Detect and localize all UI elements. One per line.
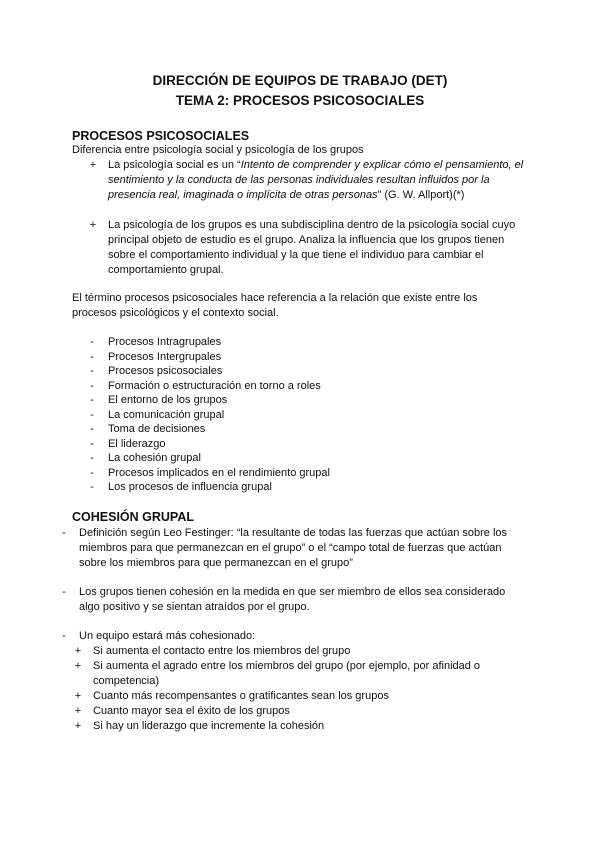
- plus-bullet: +: [74, 690, 82, 702]
- list-item: El liderazgo: [108, 438, 166, 450]
- dash-bullet: -: [62, 586, 66, 598]
- section-heading-procesos: PROCESOS PSICOSOCIALES: [72, 129, 250, 143]
- list-item: Cuanto mayor sea el éxito de los grupos: [93, 705, 290, 717]
- dash-bullet: -: [90, 365, 94, 377]
- plus-bullet: +: [74, 705, 82, 717]
- dash-bullet: -: [62, 527, 66, 539]
- dash-bullet: -: [90, 409, 94, 421]
- list-item: Si hay un liderazgo que incremente la cohesión: [93, 720, 325, 732]
- definition-line: La psicología social es un “Intento de comprender y explicar cómo el pensamiento, el: [108, 159, 524, 171]
- section-heading-cohesion: COHESIÓN GRUPAL: [72, 510, 194, 524]
- paragraph-line: algo positivo y se sientan atraídos por el grupo.: [79, 601, 310, 613]
- definition-line: sentimiento y la conducta de las personas individuales resultan influidos por la: [108, 174, 490, 186]
- dash-bullet: -: [90, 380, 94, 392]
- dash-bullet: -: [90, 467, 94, 479]
- plus-bullet: +: [74, 660, 82, 672]
- paragraph-line: La psicología de los grupos es una subdisciplina dentro de la psicología social cuyo: [108, 219, 516, 231]
- paragraph-line: sobre los miembros para que permanezcan en el grupo”: [79, 557, 353, 569]
- dash-bullet: -: [90, 394, 94, 406]
- dash-bullet: -: [90, 423, 94, 435]
- list-item: Los procesos de influencia grupal: [108, 481, 272, 493]
- plus-bullet: +: [89, 159, 97, 171]
- document-subtitle: TEMA 2: PROCESOS PSICOSOCIALES: [175, 93, 425, 108]
- plus-bullet: +: [89, 219, 97, 231]
- dash-bullet: -: [90, 481, 94, 493]
- list-item: Cuanto más recompensantes o gratificantes sean los grupos: [93, 690, 389, 702]
- plus-bullet: +: [74, 720, 82, 732]
- list-item: El entorno de los grupos: [108, 394, 228, 406]
- dash-bullet: -: [90, 336, 94, 348]
- paragraph-line: Definición según Leo Festinger: “la resultante de todas las fuerzas que actúan sobre los: [79, 527, 508, 539]
- list-item: Procesos implicados en el rendimiento grupal: [108, 467, 330, 479]
- list-item: Procesos psicosociales: [108, 365, 223, 377]
- paragraph-line: comportamiento grupal.: [108, 264, 224, 276]
- list-item: Si aumenta el contacto entre los miembros del grupo: [93, 645, 351, 657]
- paragraph-line: sobre el comportamiento individual y la que tiene el individuo para cambiar el: [108, 249, 484, 261]
- dash-bullet: -: [90, 452, 94, 464]
- paragraph-line: El término procesos psicosociales hace referencia a la relación que existe entre los: [72, 292, 478, 304]
- dash-bullet: -: [90, 438, 94, 450]
- definition-line: presencia real, imaginada o implícita de otras personas” (G. W. Allport)(*): [108, 189, 465, 201]
- list-item: Si aumenta el agrado entre los miembros del grupo (por ejemplo, por afinidad o: [93, 660, 481, 672]
- dash-bullet: -: [62, 630, 66, 642]
- list-item: La cohesión grupal: [108, 452, 201, 464]
- document-title: DIRECCIÓN DE EQUIPOS DE TRABAJO (DET): [152, 73, 448, 88]
- list-item: Toma de decisiones: [108, 423, 206, 435]
- plus-bullet: +: [74, 645, 82, 657]
- section-intro: Diferencia entre psicología social y psicología de los grupos: [72, 144, 364, 156]
- paragraph-line: procesos psicológicos y el contexto social.: [72, 307, 279, 319]
- paragraph-line: Los grupos tienen cohesión en la medida en que ser miembro de ellos sea considerado: [79, 586, 506, 598]
- paragraph-line: miembros para que permanezcan en el grupo” o el “campo total de fuerzas que actúan: [79, 542, 502, 554]
- list-item: competencia): [93, 675, 160, 687]
- list-item: Procesos Intergrupales: [108, 351, 222, 363]
- list-item: Formación o estructuración en torno a roles: [108, 380, 321, 392]
- list-item: Procesos Intragrupales: [108, 336, 222, 348]
- paragraph-line: principal objeto de estudio es el grupo. Analiza la influencia que los grupos tienen: [108, 234, 505, 246]
- dash-bullet: -: [90, 351, 94, 363]
- paragraph-line: Un equipo estará más cohesionado:: [79, 630, 256, 642]
- list-item: La comunicación grupal: [108, 409, 225, 421]
